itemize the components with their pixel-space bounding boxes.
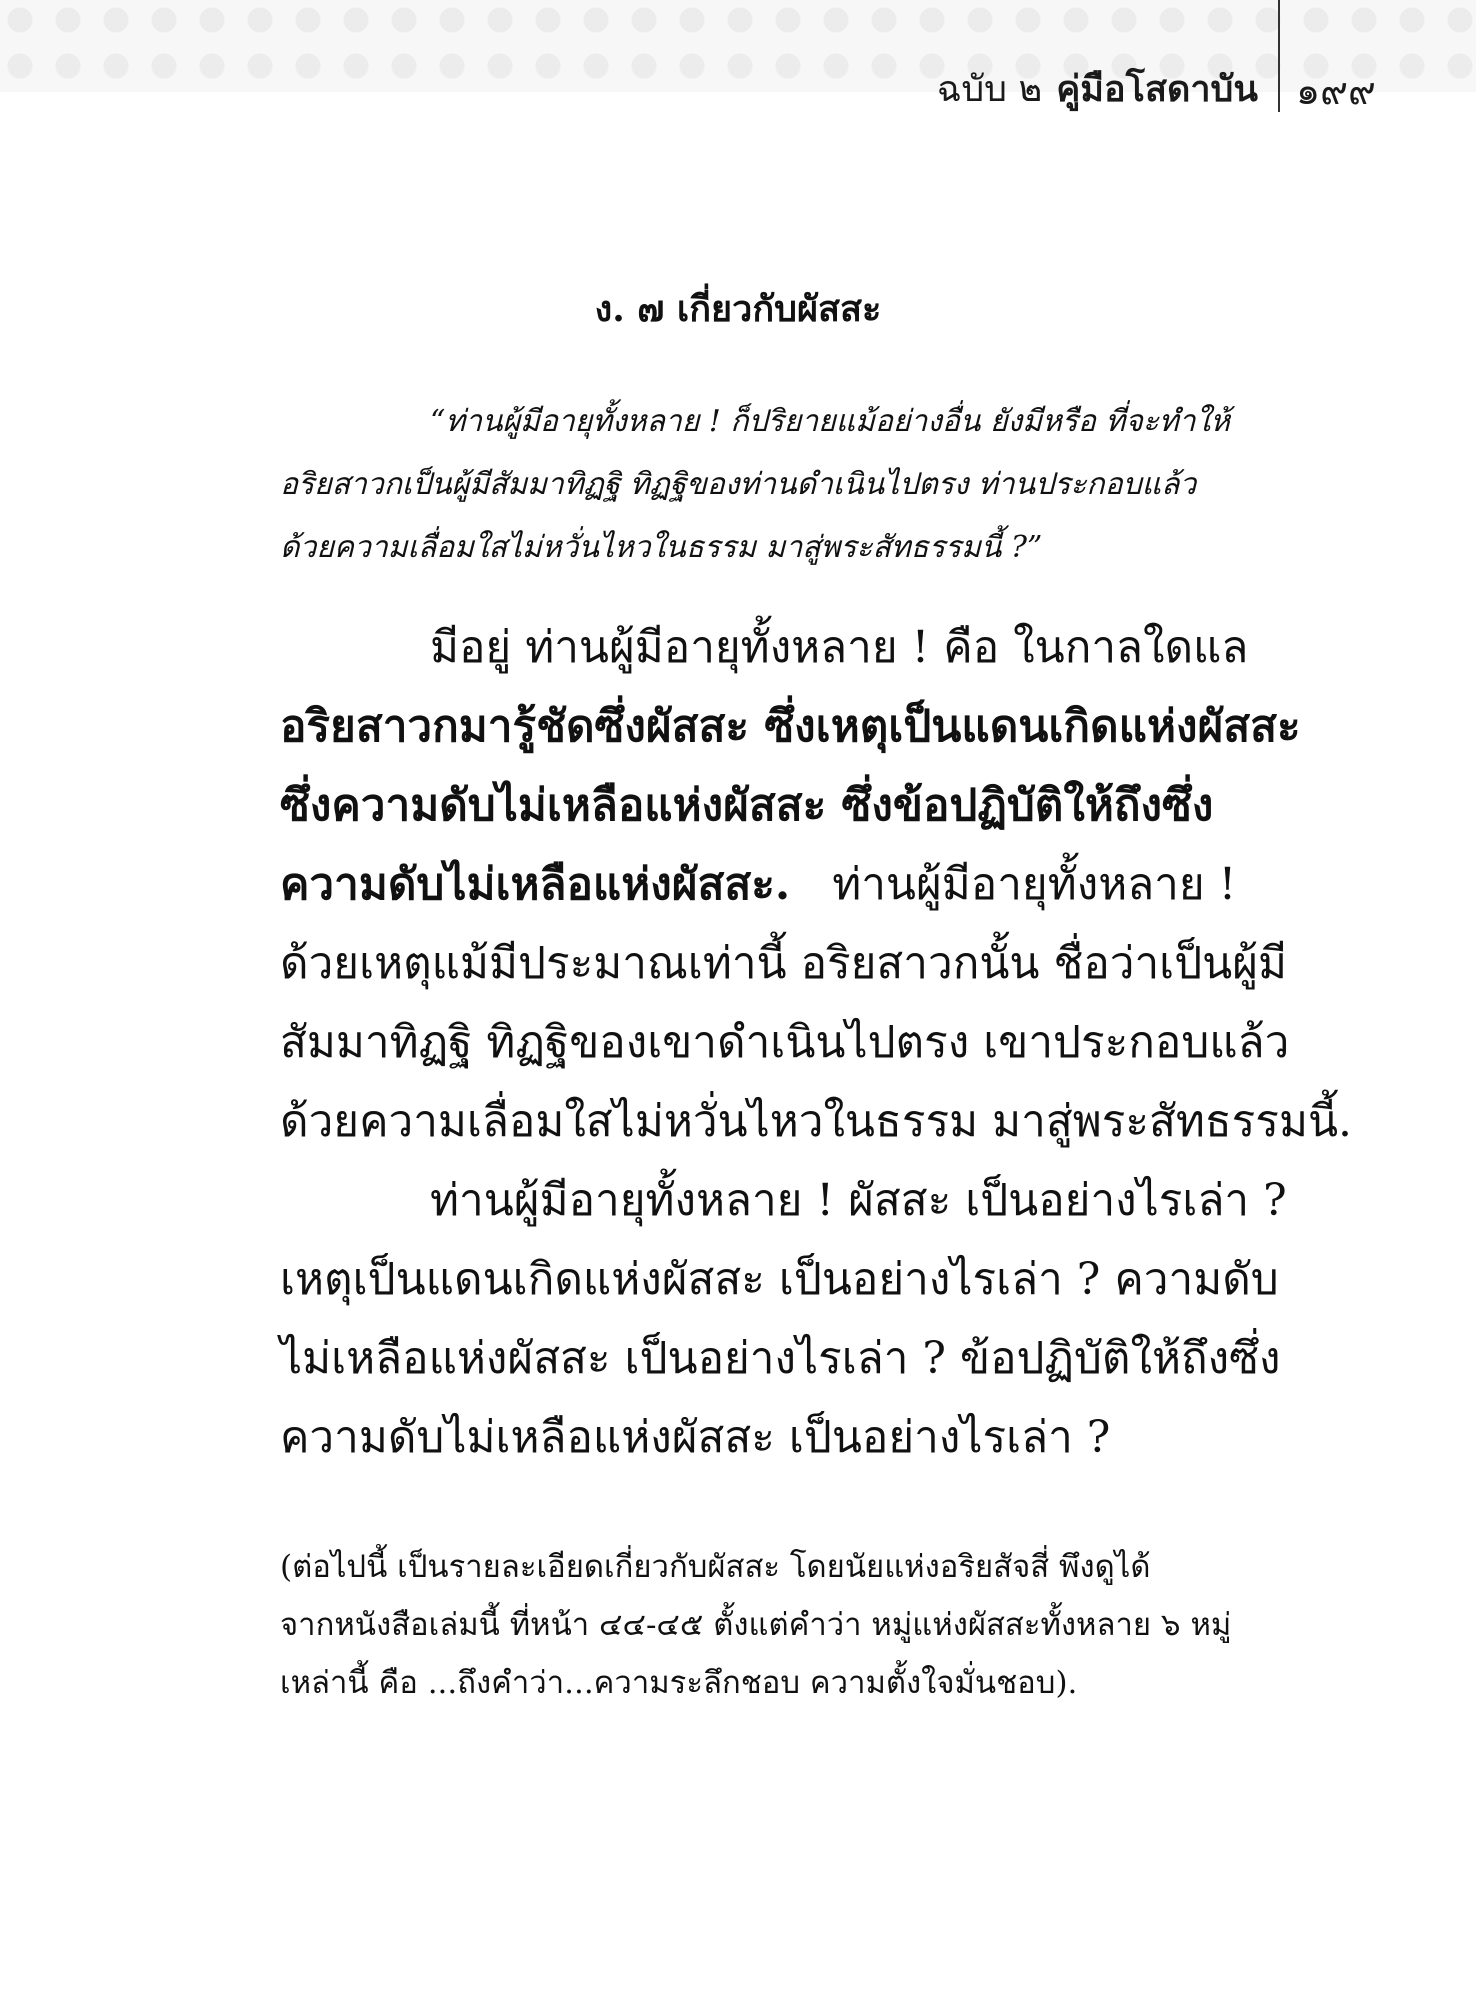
page-number: ๑๙๙ <box>1296 69 1376 113</box>
body-line: มีอยู่ ท่านผู้มีอายุทั้งหลาย ! คือ ในกาลใดแล <box>430 622 1249 673</box>
body-line: สัมมาทิฏฐิ ทิฏฐิของเขาดำเนินไปตรง เขาประกอบแล้ว <box>280 1017 1290 1068</box>
note-line: เหล่านี้ คือ ...ถึงคำว่า...ความระลึกชอบ ความตั้งใจมั่นชอบ). <box>280 1665 1078 1701</box>
body-line: ด้วยเหตุแม้มีประมาณเท่านี้ อริยสาวกนั้น ชื่อว่าเป็นผู้มี <box>280 938 1288 989</box>
body-line: ด้วยความเลื่อมใสไม่หวั่นไหวในธรรม มาสู่พระสัทธรรมนี้. <box>280 1096 1353 1147</box>
body-text <box>280 608 1353 1477</box>
body-line: ความดับไม่เหลือแห่งผัสสะ เป็นอย่างไรเล่า ? <box>280 1412 1111 1463</box>
body-line <box>280 845 1278 924</box>
note-block <box>280 1538 1278 1712</box>
body-line: ไม่เหลือแห่งผัสสะ เป็นอย่างไรเล่า ? ข้อปฏิบัติให้ถึงซึ่ง <box>280 1333 1281 1384</box>
body-phrase: ท่านผู้มีอายุทั้งหลาย ! <box>832 859 1237 910</box>
book-title: คู่มือโสดาบัน <box>1056 68 1258 110</box>
running-header <box>937 60 1258 117</box>
quote-line: อริยสาวกเป็นผู้มีสัมมาทิฏฐิ ทิฏฐิของท่านดำเนินไปตรง ท่านประกอบแล้ว <box>280 467 1197 502</box>
quote-block <box>280 390 1278 579</box>
body-line: ท่านผู้มีอายุทั้งหลาย ! ผัสสะ เป็นอย่างไรเล่า ? <box>430 1175 1287 1226</box>
body-line-bold: ซึ่งความดับไม่เหลือแห่งผัสสะ ซึ่งข้อปฏิบัติให้ถึงซึ่ง <box>280 780 1214 831</box>
section-heading: ง. ๗ เกี่ยวกับผัสสะ <box>594 288 882 330</box>
body-line-bold: อริยสาวกมารู้ชัดซึ่งผัสสะ ซึ่งเหตุเป็นแดนเกิดแห่งผัสสะ <box>280 701 1301 752</box>
note-line: จากหนังสือเล่มนี้ ที่หน้า ๔๔-๔๕ ตั้งแต่คำว่า หมู่แห่งผัสสะทั้งหลาย ๖ หมู่ <box>280 1607 1232 1643</box>
header-divider <box>1278 0 1280 112</box>
edition-label: ฉบับ ๒ <box>936 69 1043 110</box>
body-line: เหตุเป็นแดนเกิดแห่งผัสสะ เป็นอย่างไรเล่า ? ความดับ <box>280 1254 1279 1305</box>
note-line: (ต่อไปนี้ เป็นรายละเอียดเกี่ยวกับผัสสะ โดยนัยแห่งอริยสัจสี่ พึงดูได้ <box>280 1549 1151 1585</box>
quote-line: “ท่านผู้มีอายุทั้งหลาย ! ก็ปริยายแม้อย่างอื่น ยังมีหรือ ที่จะทำให้ <box>430 404 1230 439</box>
body-bold-phrase: ความดับไม่เหลือแห่งผัสสะ. <box>280 859 791 910</box>
quote-line: ด้วยความเลื่อมใสไม่หวั่นไหวในธรรม มาสู่พระสัทธรรมนี้ ?” <box>280 530 1043 565</box>
